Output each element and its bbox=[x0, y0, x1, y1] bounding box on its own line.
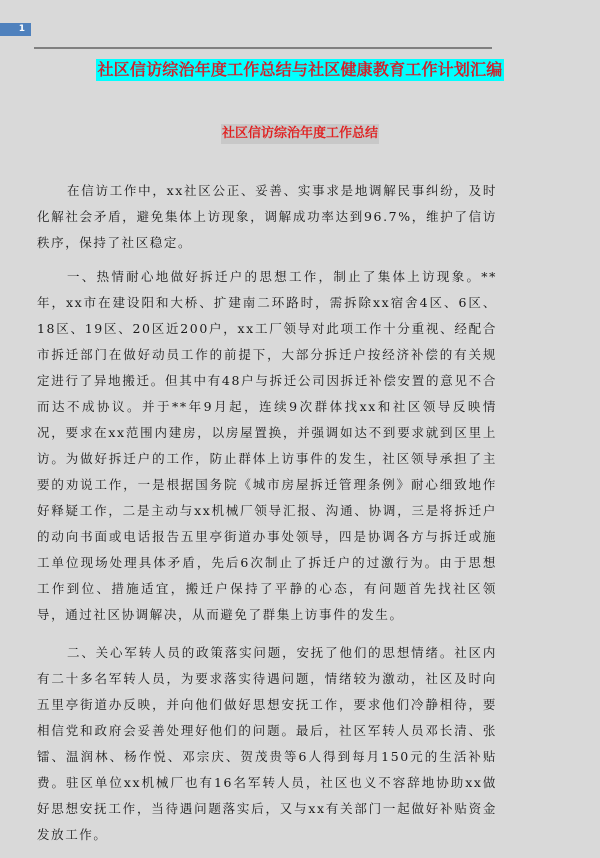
page-number: 1 bbox=[18, 24, 25, 34]
section-title-container bbox=[0, 122, 600, 144]
paragraph-veterans-policy: 二、关心军转人员的政策落实问题，安抚了他们的思想情绪。社区内有二十多名军转人员，为要求落实待遇问题，情绪较为激动，社区及时向五里亭街道办反映，并向他们做好思想安抚工作，要求他们冷静相待，要相信党和政府会妥善处理好他们的问题。最后，社区军转人员邓长清、张镭、温润林、杨作悦、邓宗庆、贺茂贵等6人得到每月150元的生活补贴费。驻区单位xx机械厂也有16名军转人员，社区也义不容辞地协助xx做好思想安抚工作，当待遇问题落实后，又与xx有关部门一起做好补贴资金发放工作。 bbox=[37, 645, 497, 842]
section-title: 社区信访综治年度工作总结 bbox=[221, 124, 379, 144]
document-title-container bbox=[0, 59, 600, 81]
document-body bbox=[37, 178, 497, 858]
header-divider bbox=[34, 47, 492, 49]
paragraph-demolition-work: 一、热情耐心地做好拆迁户的思想工作，制止了集体上访现象。**年，xx市在建设阳和大桥、扩建南二环路时，需拆除xx宿舍4区、6区、18区、19区、20区近200户，xx工厂领导对此项工作十分重视、经配合市拆迁部门在做好动员工作的前提下，大部分拆迁户按经济补偿的有关规定进行了异地搬迁。但其中有48户与拆迁公司因拆迁补偿安置的意见不合而达不成协议。并于**年9月起，连续9次群体找xx和社区领导反映情况，要求在xx范围内建房，以房屋置换，并强调如达不到要求就到区里上访。为做好拆迁户的工作，防止群体上访事件的发生，社区领导承担了主要的劝说工作，一是根据国务院《城市房屋拆迁管理条例》耐心细致地作好释疑工作，二是主动与xx机械厂领导汇报、沟通、协调，三是将拆迁户的动向书面或电话报告五里亭街道办事处领导，四是协调各方与拆迁或施工单位现场处理具体矛盾，先后6次制止了拆迁户的过激行为。由于思想工作到位、措施适宜，搬迁户保持了平静的心态，有问题首先找社区领导，通过社区协调解决，从而避免了群集上访事件的发生。 bbox=[37, 269, 497, 622]
document-title: 社区信访综治年度工作总结与社区健康教育工作计划汇编 bbox=[97, 60, 503, 79]
page-number-badge bbox=[0, 23, 31, 36]
paragraph-intro: 在信访工作中，xx社区公正、妥善、实事求是地调解民事纠纷，及时化解社会矛盾，避免集体上访现象，调解成功率达到96.7%，维护了信访秩序，保持了社区稳定。 bbox=[37, 183, 497, 250]
